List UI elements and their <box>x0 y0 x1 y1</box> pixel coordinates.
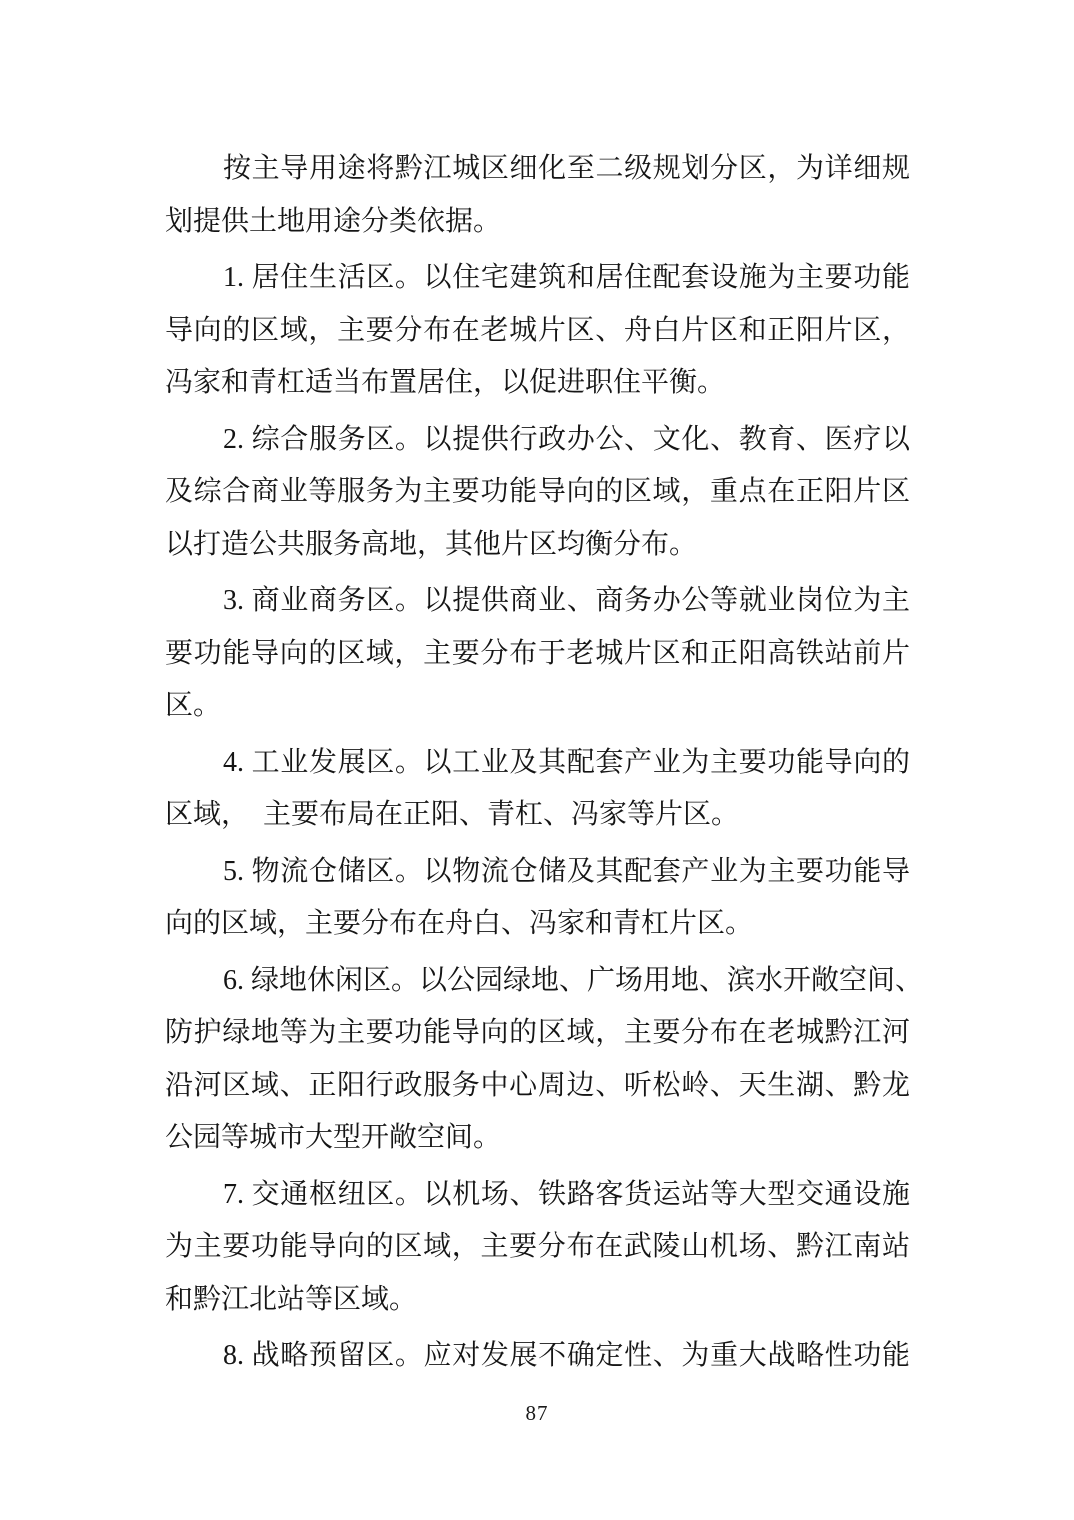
text-line: 要功能导向的区域，主要分布于老城片区和正阳高铁站前片 <box>165 637 910 669</box>
text-line: 公园等城市大型开敞空间。 <box>165 1122 502 1153</box>
text-line: 向的区域，主要分布在舟白、冯家和青杠片区。 <box>165 908 754 939</box>
paragraph-item-3 <box>165 575 910 733</box>
paragraph-item-1 <box>165 252 910 410</box>
text-line: 以打造公共服务高地，其他片区均衡分布。 <box>165 528 698 560</box>
text-line: 8. 战略预留区。应对发展不确定性、为重大战略性功能 <box>223 1340 910 1371</box>
text-line: 导向的区域，主要分布在老城片区、舟白片区和正阳片区， <box>165 314 910 346</box>
text-line: 6. 绿地休闲区。以公园绿地、广场用地、滨水开敞空间、 <box>223 964 924 996</box>
paragraph-item-5 <box>165 846 910 951</box>
paragraph-item-8 <box>165 1330 910 1383</box>
text-line: 和黔江北站等区域。 <box>165 1283 418 1315</box>
paragraph-item-2 <box>165 414 910 572</box>
paragraph-item-4 <box>165 737 910 842</box>
text-line: 冯家和青杠适当布置居住，以促进职住平衡。 <box>165 367 726 398</box>
paragraph-item-6 <box>165 955 924 1165</box>
text-line: 1. 居住生活区。以住宅建筑和居住配套设施为主要功能 <box>223 262 910 293</box>
paragraph-intro <box>165 143 910 248</box>
text-line: 划提供土地用途分类依据。 <box>165 205 502 237</box>
text-line: 防护绿地等为主要功能导向的区域，主要分布在老城黔江河 <box>165 1017 910 1048</box>
text-line: 3. 商业商务区。以提供商业、商务办公等就业岗位为主 <box>223 585 910 616</box>
text-line: 7. 交通枢纽区。以机场、铁路客货运站等大型交通设施 <box>223 1178 910 1210</box>
text-line: 4. 工业发展区。以工业及其配套产业为主要功能导向的 <box>223 746 910 778</box>
text-line: 2. 综合服务区。以提供行政办公、文化、教育、医疗以 <box>223 423 910 455</box>
text-line: 区。 <box>165 690 222 721</box>
text-line: 为主要功能导向的区域，主要分布在武陵山机场、黔江南站 <box>165 1231 910 1262</box>
text-line: 及综合商业等服务为主要功能导向的区域，重点在正阳片区 <box>165 476 910 507</box>
text-line: 沿河区域、正阳行政服务中心周边、听松岭、天生湖、黔龙 <box>165 1069 910 1101</box>
paragraph-item-7 <box>165 1169 910 1327</box>
text-line: 按主导用途将黔江城区细化至二级规划分区，为详细规 <box>223 153 910 184</box>
text-line: 区域， 主要布局在正阳、青杠、冯家等片区。 <box>165 799 740 830</box>
page-number: 87 <box>525 1400 549 1425</box>
text-line: 5. 物流仓储区。以物流仓储及其配套产业为主要功能导 <box>223 855 910 887</box>
